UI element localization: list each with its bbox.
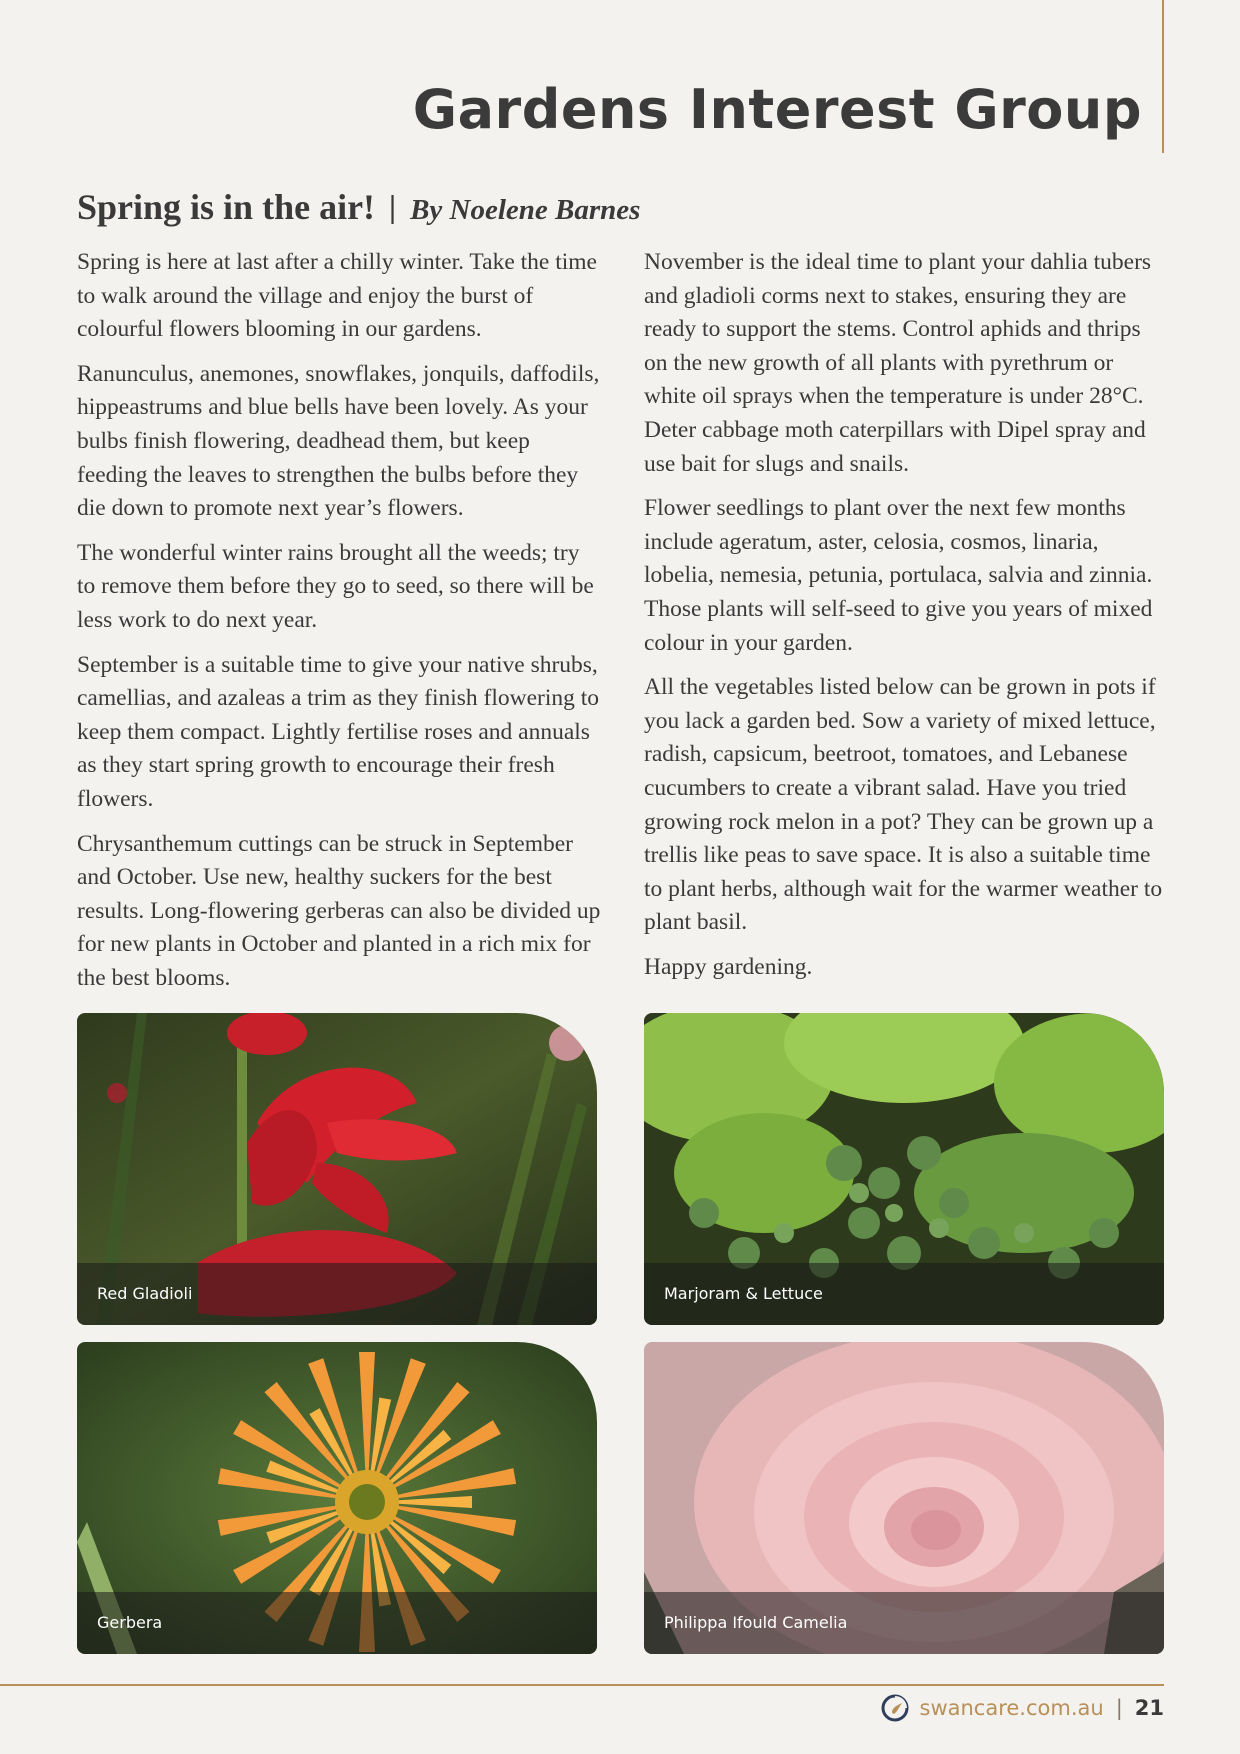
photo-gerbera bbox=[77, 1342, 597, 1654]
footer-website-link[interactable]: swancare.com.au bbox=[919, 1696, 1104, 1720]
article-paragraph: Spring is here at last after a chilly winter. Take the time to walk around the village and enjoy the burst of colourful flowers blooming in our gardens. bbox=[77, 249, 597, 343]
photo-caption: Marjoram & Lettuce bbox=[664, 1284, 823, 1303]
footer-separator: | bbox=[1115, 1696, 1123, 1720]
footer-rule bbox=[0, 1684, 1164, 1686]
heading-separator: | bbox=[389, 188, 397, 224]
article-paragraph: Ranunculus, anemones, snowflakes, jonquils, daffodils, hippeastrums and blue bells have been lovely. As your bulbs finish flowering, deadhead them, but keep feeding the leaves to strengthen the bulbs before they die down to promote next year’s flowers. bbox=[77, 360, 600, 522]
article-column-left bbox=[77, 246, 603, 1006]
article-byline: By Noelene Barnes bbox=[410, 194, 641, 226]
article-paragraph: All the vegetables listed below can be grown in pots if you lack a garden bed. Sow a variety of mixed lettuce, radish, capsicum, beetroot, tomatoes, and Lebanese cucumbers to create a vibrant salad. Have you tried growing rock melon in a pot? They can be grown up a trellis like peas to save space. It is also a suitable time to plant herbs, although wait for the warmer weather to plant basil. bbox=[644, 674, 1163, 936]
article-paragraph: Happy gardening. bbox=[644, 953, 813, 980]
article-paragraph: Flower seedlings to plant over the next few months include ageratum, aster, celosia, cosmos, linaria, lobelia, nemesia, petunia, portulaca, salvia and zinnia. Those plants will self-seed to give you years of mixed colour in your garden. bbox=[644, 495, 1153, 656]
page-title: Gardens Interest Group bbox=[412, 78, 1142, 141]
article-paragraph: September is a suitable time to give your native shrubs, camellias, and azaleas a trim as they finish flowering to keep them compact. Lightly fertilise roses and annuals as they start spring growth to encourage their fresh flowers. bbox=[77, 651, 600, 812]
photo-caption: Red Gladioli bbox=[97, 1284, 193, 1303]
article-paragraph: The wonderful winter rains brought all the weeds; try to remove them before they go to seed, so there will be less work to do next year. bbox=[77, 539, 594, 633]
top-vertical-rule bbox=[1162, 0, 1164, 153]
photo-marjoram-lettuce bbox=[644, 1013, 1164, 1325]
article-column-right bbox=[644, 246, 1170, 995]
article-heading bbox=[77, 186, 640, 228]
photo-camelia bbox=[644, 1342, 1164, 1654]
article-paragraph: Chrysanthemum cuttings can be struck in September and October. Use new, healthy suckers for the best results. Long-flowering gerberas can also be divided up for new plants in October and planted in a rich mix for the best blooms. bbox=[77, 830, 601, 991]
article-title: Spring is in the air! bbox=[77, 187, 376, 227]
photo-caption: Philippa Ifould Camelia bbox=[664, 1613, 848, 1632]
page-footer bbox=[880, 1693, 1165, 1723]
swancare-logo-icon bbox=[880, 1693, 910, 1723]
photo-red-gladioli bbox=[77, 1013, 597, 1325]
article-paragraph: November is the ideal time to plant your dahlia tubers and gladioli corms next to stakes, ensuring they are ready to support the stems. Control aphids and thrips on the new growth of all plants with pyrethrum or white oil sprays when the temperature is under 28°C. Deter cabbage moth caterpillars with Dipel spray and use bait for slugs and snails. bbox=[644, 249, 1152, 477]
page-number: 21 bbox=[1134, 1696, 1164, 1720]
photo-caption: Gerbera bbox=[97, 1613, 163, 1632]
